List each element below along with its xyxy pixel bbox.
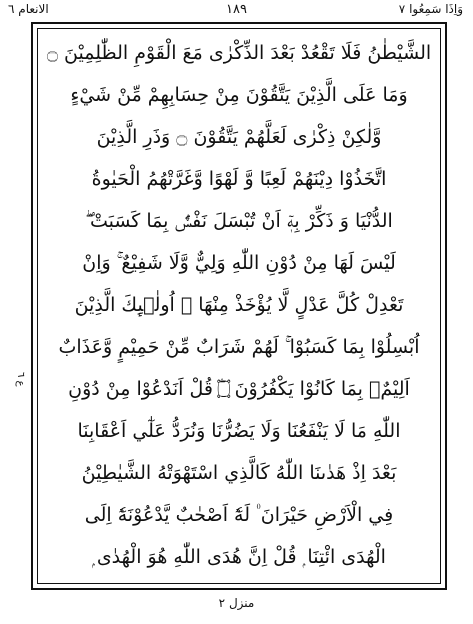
page-header [0, 0, 473, 22]
verse-line-10: اللّٰهِ مَا لَا يَنْفَعُنَا وَلَا يَضُرُّنَا وَنُرَدُّ عَلٰٓي اَعْقَابِنَا [77, 419, 401, 442]
ruku-margin-marker: ع ٦ [15, 372, 26, 387]
juz-name: وَاِذَا سَمِعُوا ٧ [398, 2, 463, 16]
verse-line-5: الدُّنْيَا وَ ذَكِّرْ بِهٖٓ اَنْ تُبْسَلَ نَفْسٌۢ بِمَا كَسَبَتْ ۖ [85, 209, 393, 232]
surah-name: الانعام ٦ [8, 2, 49, 16]
verse-line-12: فِي الْاَرْضِ حَيْرَانَ ۠ لَهٗٓ اَصْحٰبٌ يَّدْعُوْنَهٗٓ اِلَى [84, 503, 394, 526]
verse-line-6: لَيْسَ لَهَا مِنْ دُوْنِ اللّٰهِ وَلِيٌّ وَّلَا شَفِيْعٌ ۚ وَاِنْ [82, 251, 396, 274]
verse-text-block [44, 32, 434, 578]
verse-line-2: وَمَا عَلَى الَّذِيْنَ يَتَّقُوْنَ مِنْ حِسَابِهِمْ مِّنْ شَيْءٍ [70, 83, 408, 106]
verse-line-7: تَعْدِلْ كُلَّ عَدْلٍ لَّا يُؤْخَذْ مِنْهَا ۭ اُولٰۗىِٕكَ الَّذِيْنَ [74, 293, 404, 316]
verse-line-4: اتَّخَذُوْا دِيْنَهُمْ لَعِبًا وَّ لَهْوًا وَّغَرَّتْهُمُ الْحَيٰوةُ [91, 167, 387, 190]
page-number: ١٨٩ [226, 2, 247, 17]
verse-line-3: وَّلٰكِنْ ذِكْرٰى لَعَلَّهُمْ يَتَّقُوْنَ ۝ وَذَرِ الَّذِيْنَ [96, 125, 382, 148]
verse-line-1: الشَّيْطٰنُ فَلَا تَقْعُدْ بَعْدَ الذِّكْرٰى مَعَ الْقَوْمِ الظّٰلِمِيْنَ ۝ [46, 41, 432, 64]
verse-line-11: بَعْدَ اِذْ هَدٰىنَا اللّٰهُ كَالَّذِي اسْتَهْوَتْهُ الشَّيٰطِيْنُ [81, 461, 397, 484]
verse-line-13: الْهُدَى ائْتِنَا ۭ قُلْ اِنَّ هُدَى اللّٰهِ هُوَ الْهُدٰى ۭ [92, 545, 386, 568]
manzil-footer: منزل ٢ [218, 596, 255, 610]
verse-line-8: اُبْسِلُوْا بِمَا كَسَبُوْا ۚ لَهُمْ شَرَابٌ مِّنْ حَمِيْمٍ وَّعَذَابٌ [58, 335, 420, 358]
verse-line-9: اَلِيْمٌۢ بِمَا كَانُوْا يَكْفُرُوْنَ ۝ۧ قُلْ اَنَدْعُوْا مِنْ دُوْنِ [68, 377, 410, 400]
